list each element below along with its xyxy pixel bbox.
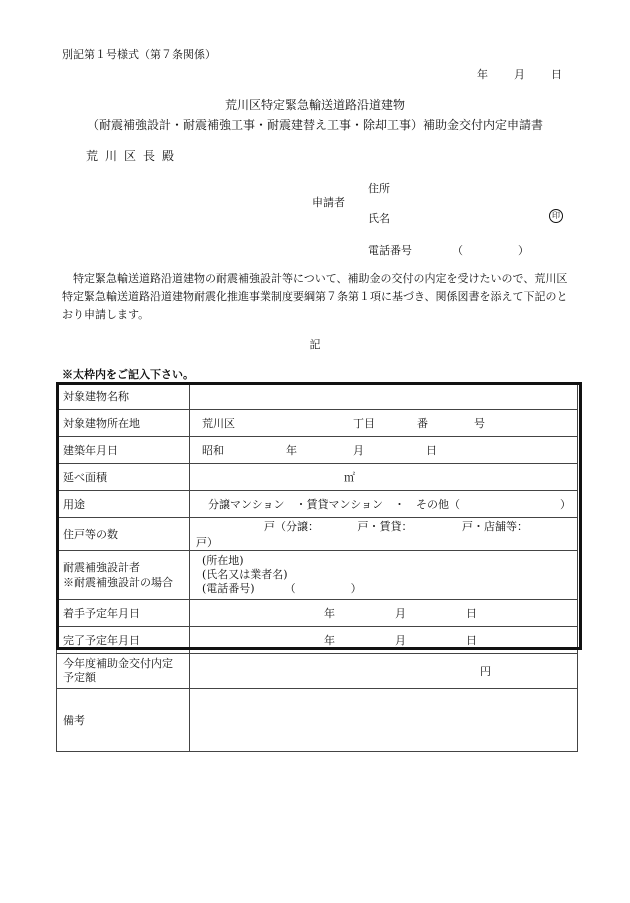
- remarks-field[interactable]: [190, 689, 578, 752]
- location-go: 号: [474, 417, 485, 430]
- row-subsidy: [57, 654, 578, 689]
- date-month: 月: [514, 68, 525, 81]
- row-location: [57, 410, 578, 437]
- date-year: 年: [477, 68, 488, 81]
- subsidy-label: 今年度補助金交付内定: [63, 657, 173, 670]
- designer-location: (所在地): [202, 554, 244, 567]
- start-date-label: 着手予定年月日: [57, 600, 190, 627]
- date-line: [451, 66, 562, 82]
- row-units: [57, 518, 578, 551]
- usage-close: ）: [560, 498, 571, 511]
- built-year: 年: [286, 444, 297, 457]
- location-ward: 荒川区: [202, 417, 235, 430]
- designer-name: (氏名又は業者名): [202, 568, 288, 581]
- units-breakdown: 戸（分譲： 戸・賃貸： 戸・店舗等： 戸）: [196, 520, 556, 549]
- address-label: 住所: [368, 182, 390, 195]
- row-start-date: [57, 600, 578, 627]
- applicant-label: 申請者: [312, 196, 345, 209]
- designer-field[interactable]: [190, 551, 578, 600]
- row-built-date: [57, 437, 578, 464]
- end-year: 年: [324, 634, 335, 647]
- title-line-1: 荒川区特定緊急輸送道路沿道建物: [224, 98, 405, 112]
- designer-note: ※耐震補強設計の場合: [63, 576, 173, 589]
- designer-phone: (電話番号): [202, 582, 255, 595]
- usage-options: 分譲マンション ・賃貸マンション ・ その他（: [208, 498, 461, 511]
- row-building-name: [57, 383, 578, 410]
- designer-phone-paren: （ ）: [284, 582, 362, 595]
- application-statement: 特定緊急輸送道路沿道建物の耐震補強設計等について、補助金の交付の内定を受けたいので、荒川区特定緊急輸送道路沿道建物耐震化推進事業制度要綱第７条第１項に基づき、関係図書を添えて下記のとおり申請します。: [62, 272, 568, 321]
- subsidy-label-cell: [57, 654, 190, 689]
- subsidy-field[interactable]: [190, 654, 578, 689]
- name-label: 氏名: [368, 212, 390, 225]
- usage-label: 用途: [57, 491, 190, 518]
- end-month: 月: [395, 634, 406, 647]
- location-field[interactable]: [190, 410, 578, 437]
- seal-mark: 印: [549, 209, 563, 223]
- row-end-date: [57, 627, 578, 654]
- date-day: 日: [551, 68, 562, 81]
- floor-area-field[interactable]: [190, 464, 578, 491]
- end-date-label: 完了予定年月日: [57, 627, 190, 654]
- row-floor-area: [57, 464, 578, 491]
- location-ban: 番: [417, 417, 428, 430]
- ki-heading: 記: [309, 338, 321, 351]
- units-field[interactable]: [190, 518, 578, 551]
- row-usage: [57, 491, 578, 518]
- start-day: 日: [466, 607, 477, 620]
- built-day: 日: [426, 444, 437, 457]
- units-label: 住戸等の数: [57, 518, 190, 551]
- location-chome: 丁目: [353, 417, 375, 430]
- subsidy-unit: 円: [480, 665, 491, 678]
- title-line-2: （耐震補強設計・耐震補強工事・耐震建替え工事・除却工事）補助金交付内定申請書: [86, 118, 543, 132]
- start-month: 月: [395, 607, 406, 620]
- building-name-field[interactable]: [190, 383, 578, 410]
- remarks-label: 備考: [57, 689, 190, 752]
- form-reference: 別記第１号様式（第７条関係）: [62, 48, 216, 61]
- start-date-field[interactable]: [190, 600, 578, 627]
- fill-in-note: ※太枠内をご記入下さい。: [62, 368, 194, 381]
- floor-area-label: 延べ面積: [57, 464, 190, 491]
- row-designer: [57, 551, 578, 600]
- built-month: 月: [353, 444, 364, 457]
- designer-label: 耐震補強設計者: [63, 561, 140, 574]
- phone-parentheses: （ ）: [452, 244, 529, 257]
- usage-field[interactable]: [190, 491, 578, 518]
- start-year: 年: [324, 607, 335, 620]
- floor-area-unit: ㎡: [344, 471, 355, 484]
- designer-label-cell: [57, 551, 190, 600]
- addressee: 荒川区長殿: [86, 149, 182, 163]
- phone-label: 電話番号: [368, 244, 412, 257]
- application-table: [56, 382, 578, 752]
- end-day: 日: [466, 634, 477, 647]
- built-date-label: 建築年月日: [57, 437, 190, 464]
- built-date-field[interactable]: [190, 437, 578, 464]
- location-label: 対象建物所在地: [57, 410, 190, 437]
- building-name-label: 対象建物名称: [57, 383, 190, 410]
- built-era: 昭和: [202, 444, 224, 457]
- end-date-field[interactable]: [190, 627, 578, 654]
- row-remarks: [57, 689, 578, 752]
- subsidy-label-2: 予定額: [63, 671, 96, 684]
